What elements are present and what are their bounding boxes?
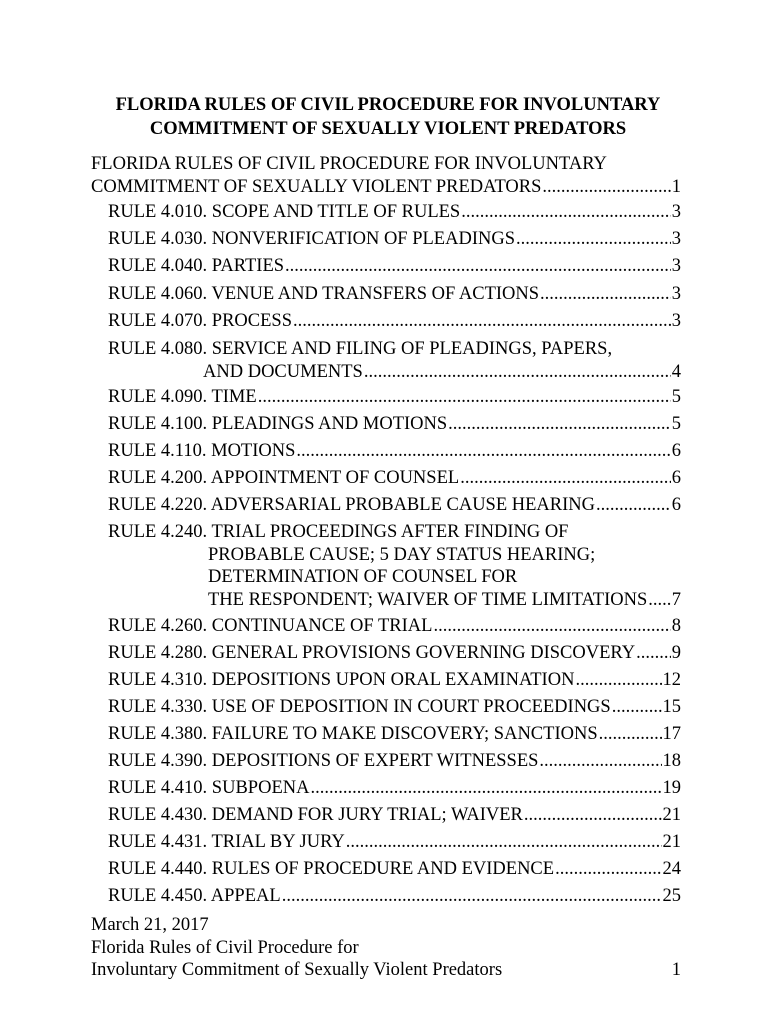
toc-page-number: 8: [671, 616, 681, 636]
toc-entry-label: RULE 4.110. MOTIONS: [108, 441, 296, 461]
toc-entry-rule-4-390[interactable]: [108, 750, 681, 773]
toc-entry-label: RULE 4.030. NONVERIFICATION OF PLEADINGS: [108, 229, 515, 249]
leader-dots: [310, 777, 661, 800]
toc-heading-entry[interactable]: [91, 176, 681, 199]
toc-page-number: 3: [671, 256, 681, 276]
leader-dots: [516, 228, 671, 251]
toc-entry-rule-4-110[interactable]: [108, 440, 681, 463]
leader-dots: [293, 310, 671, 333]
toc-entry-rule-4-330[interactable]: [108, 696, 681, 719]
leader-dots: [636, 642, 671, 665]
leader-dots: [364, 361, 671, 384]
toc-page-number: 24: [662, 859, 681, 879]
leader-dots: [540, 283, 671, 306]
toc-entry-label: RULE 4.070. PROCESS: [108, 311, 293, 331]
toc-page-number: 6: [671, 441, 681, 461]
toc-entry-rule-4-040[interactable]: [108, 255, 681, 278]
leader-dots: [346, 831, 662, 854]
toc-heading-line-1: FLORIDA RULES OF CIVIL PROCEDURE FOR INVOLUNTARY: [91, 154, 607, 174]
leader-dots: [648, 589, 670, 612]
toc-entry-label: RULE 4.390. DEPOSITIONS OF EXPERT WITNESSES: [108, 751, 539, 771]
toc-entry-label: RULE 4.260. CONTINUANCE OF TRIAL: [108, 616, 433, 636]
toc-entry-label: RULE 4.100. PLEADINGS AND MOTIONS: [108, 414, 448, 434]
leader-dots: [539, 750, 661, 773]
toc-page-number: 17: [662, 724, 681, 744]
footer-date: March 21, 2017: [91, 915, 209, 935]
toc-entry-rule-4-240[interactable]: [208, 589, 681, 612]
toc-entry-rule-4-080-label[interactable]: RULE 4.080. SERVICE AND FILING OF PLEADINGS, PAPERS,: [108, 339, 613, 359]
toc-entry-label: RULE 4.010. SCOPE AND TITLE OF RULES: [108, 202, 461, 222]
toc-entry-rule-4-380[interactable]: [108, 723, 681, 746]
toc-entry-rule-4-440[interactable]: [108, 858, 681, 881]
toc-entry-label: RULE 4.200. APPOINTMENT OF COUNSEL: [108, 468, 460, 488]
toc-entry-label: RULE 4.440. RULES OF PROCEDURE AND EVIDENCE: [108, 859, 555, 879]
toc-entry-label: RULE 4.090. TIME: [108, 387, 257, 407]
toc-entry-rule-4-100[interactable]: [108, 413, 681, 436]
toc-page-number: 3: [671, 202, 681, 222]
leader-dots: [282, 885, 662, 908]
toc-entry-rule-4-060[interactable]: [108, 283, 681, 306]
toc-entry-rule-4-240-cont-2: DETERMINATION OF COUNSEL FOR: [208, 567, 518, 587]
toc-page-number: 3: [671, 229, 681, 249]
toc-entry-label-continued: THE RESPONDENT; WAIVER OF TIME LIMITATIONS: [208, 590, 648, 610]
leader-dots: [448, 413, 671, 436]
toc-entry-label-continued: AND DOCUMENTS: [203, 362, 363, 382]
toc-entry-label: RULE 4.330. USE OF DEPOSITION IN COURT PROCEEDINGS: [108, 697, 611, 717]
toc-entry-rule-4-090[interactable]: [108, 386, 681, 409]
toc-page-number: 3: [671, 284, 681, 304]
leader-dots: [596, 494, 671, 517]
leader-dots: [258, 386, 671, 409]
toc-page-number: 1: [671, 177, 681, 197]
toc-page-number: 5: [671, 414, 681, 434]
toc-page-number: 3: [671, 311, 681, 331]
leader-dots: [461, 201, 671, 224]
leader-dots: [555, 858, 661, 881]
toc-entry-rule-4-080[interactable]: [203, 361, 681, 384]
toc-entry-rule-4-280[interactable]: [108, 642, 681, 665]
toc-page-number: 19: [662, 778, 681, 798]
toc-page-number: 12: [662, 670, 681, 690]
toc-page-number: 21: [662, 832, 681, 852]
leader-dots: [433, 615, 670, 638]
toc-entry-rule-4-260[interactable]: [108, 615, 681, 638]
toc-page-number: 7: [671, 590, 681, 610]
leader-dots: [542, 176, 670, 199]
toc-entry-label: RULE 4.280. GENERAL PROVISIONS GOVERNING DISCOVERY: [108, 643, 636, 663]
leader-dots: [460, 467, 671, 490]
toc-entry-label: RULE 4.430. DEMAND FOR JURY TRIAL; WAIVER: [108, 805, 523, 825]
page-title-line-1: FLORIDA RULES OF CIVIL PROCEDURE FOR INVOLUNTARY: [115, 95, 661, 115]
footer-document-title-line-2: Involuntary Commitment of Sexually Violent Predators: [91, 960, 503, 980]
toc-page-number: 18: [662, 751, 681, 771]
toc-entry-rule-4-030[interactable]: [108, 228, 681, 251]
leader-dots: [575, 669, 661, 692]
leader-dots: [296, 440, 670, 463]
leader-dots: [599, 723, 662, 746]
toc-page-number: 4: [671, 362, 681, 382]
toc-entry-rule-4-070[interactable]: [108, 310, 681, 333]
toc-entry-rule-4-410[interactable]: [108, 777, 681, 800]
toc-page-number: 25: [662, 886, 681, 906]
toc-page-number: 6: [671, 468, 681, 488]
leader-dots: [612, 696, 662, 719]
footer-page-number: 1: [671, 960, 681, 980]
page-title-line-2: COMMITMENT OF SEXUALLY VIOLENT PREDATORS: [149, 119, 627, 139]
toc-page-number: 6: [671, 495, 681, 515]
leader-dots: [524, 804, 662, 827]
toc-entry-rule-4-220[interactable]: [108, 494, 681, 517]
toc-entry-label: RULE 4.220. ADVERSARIAL PROBABLE CAUSE HEARING: [108, 495, 596, 515]
toc-entry-rule-4-200[interactable]: [108, 467, 681, 490]
toc-entry-label: RULE 4.040. PARTIES: [108, 256, 285, 276]
toc-entry-label: RULE 4.450. APPEAL: [108, 886, 281, 906]
footer-document-title-line-1: Florida Rules of Civil Procedure for: [91, 938, 359, 958]
toc-entry-rule-4-240-cont-1: PROBABLE CAUSE; 5 DAY STATUS HEARING;: [208, 545, 596, 565]
toc-entry-label: RULE 4.310. DEPOSITIONS UPON ORAL EXAMINATION: [108, 670, 575, 690]
toc-page-number: 15: [662, 697, 681, 717]
toc-entry-rule-4-310[interactable]: [108, 669, 681, 692]
toc-entry-label: RULE 4.060. VENUE AND TRANSFERS OF ACTIONS: [108, 284, 540, 304]
toc-entry-rule-4-450[interactable]: [108, 885, 681, 908]
toc-page-number: 5: [671, 387, 681, 407]
toc-entry-rule-4-240-label[interactable]: RULE 4.240. TRIAL PROCEEDINGS AFTER FINDING OF: [108, 522, 569, 542]
toc-entry-rule-4-430[interactable]: [108, 804, 681, 827]
toc-entry-label: RULE 4.431. TRIAL BY JURY: [108, 832, 345, 852]
toc-entry-label: RULE 4.380. FAILURE TO MAKE DISCOVERY; SANCTIONS: [108, 724, 598, 744]
toc-entry-label: RULE 4.410. SUBPOENA: [108, 778, 310, 798]
toc-page-number: 21: [662, 805, 681, 825]
toc-page-number: 9: [671, 643, 681, 663]
toc-entry-rule-4-431[interactable]: [108, 831, 681, 854]
leader-dots: [285, 255, 671, 278]
toc-entry-rule-4-010[interactable]: [108, 201, 681, 224]
toc-heading-label: COMMITMENT OF SEXUALLY VIOLENT PREDATORS: [91, 177, 542, 197]
